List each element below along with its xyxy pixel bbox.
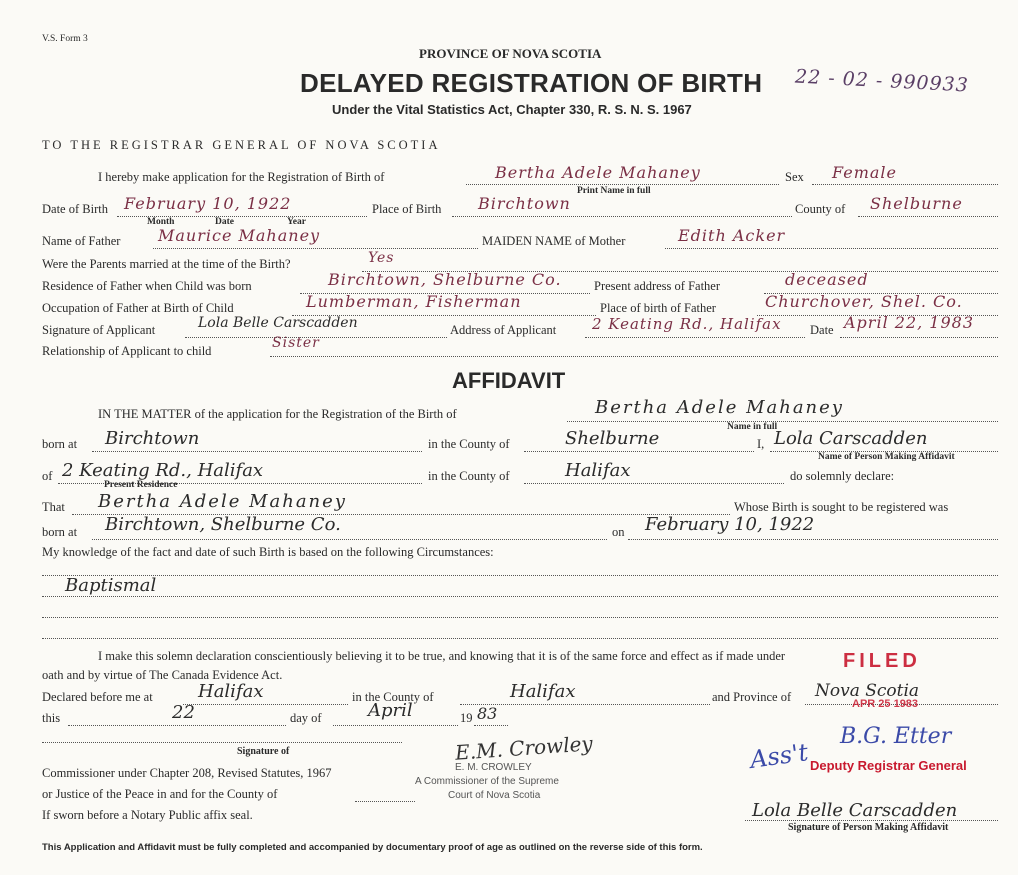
signature-label: Signature of Applicant	[42, 323, 156, 337]
affiant-signature-line	[745, 820, 998, 821]
father-birthplace-value[interactable]: Churchover, Shel. Co.	[765, 292, 963, 311]
residence-label: Residence of Father when Child was born	[42, 279, 252, 293]
pob-value[interactable]: Birchtown	[478, 194, 571, 213]
affiant-signature-caption: Signature of Person Making Affidavit	[788, 822, 949, 833]
addressee: TO THE REGISTRAR GENERAL OF NOVA SCOTIA	[42, 138, 441, 152]
province-heading: PROVINCE OF NOVA SCOTIA	[419, 46, 602, 61]
month-line	[333, 725, 458, 726]
affiant-name[interactable]: Lola Carscadden	[774, 428, 928, 449]
year-caption: Year	[287, 217, 306, 227]
county-label-3: in the County of	[352, 690, 434, 704]
commissioner-signature: E.M. Crowley	[454, 731, 594, 765]
county-line-1	[524, 451, 754, 452]
date-caption: Date	[215, 217, 234, 227]
circumstances-line-1	[42, 575, 998, 576]
county-value[interactable]: Shelburne	[870, 194, 963, 213]
father-value[interactable]: Maurice Mahaney	[158, 226, 321, 245]
sex-value[interactable]: Female	[832, 163, 897, 182]
declaration-line-2: oath and by virtue of The Canada Evidence Act.	[42, 668, 283, 682]
year-value[interactable]: 83	[477, 704, 498, 723]
applicant-address-value[interactable]: 2 Keating Rd., Halifax	[592, 315, 782, 333]
commissioner-stamp-title1: A Commissioner of the Supreme	[415, 776, 559, 787]
year-prefix: 19	[460, 711, 473, 725]
commissioner-sig-line	[42, 742, 402, 743]
father-label: Name of Father	[42, 234, 121, 248]
commissioner-stamp-title2: Court of Nova Scotia	[448, 790, 541, 801]
dob-value[interactable]: February 10, 1922	[124, 194, 292, 213]
justice-line	[355, 801, 415, 802]
present-address-label: Present address of Father	[594, 279, 721, 293]
date-value[interactable]: April 22, 1983	[844, 313, 975, 332]
filed-stamp: FILED	[843, 650, 921, 672]
affidavit-child-name[interactable]: Bertha Adele Mahaney	[595, 397, 844, 418]
born-at-value[interactable]: Birchtown	[105, 428, 200, 449]
form-title: DELAYED REGISTRATION OF BIRTH	[300, 68, 763, 98]
dob-label: Date of Birth	[42, 202, 108, 216]
filed-date-stamp: APR 25 1983	[852, 698, 919, 710]
province-value[interactable]: Nova Scotia	[815, 681, 920, 701]
applicant-address-label: Address of Applicant	[450, 323, 557, 337]
knowledge-label: My knowledge of the fact and date of such Birth is based on the following Circumstances:	[42, 545, 494, 559]
relationship-line	[270, 356, 998, 357]
affiant-caption: Name of Person Making Affidavit	[818, 452, 955, 462]
date-line	[840, 337, 998, 338]
sex-label: Sex	[785, 170, 804, 184]
that-name[interactable]: Bertha Adele Mahaney	[98, 491, 347, 512]
day-of-label: day of	[290, 711, 322, 725]
whose-label: Whose Birth is sought to be registered was	[734, 500, 949, 514]
date-label: Date	[810, 323, 834, 337]
this-label: this	[42, 711, 61, 725]
father-line	[153, 248, 478, 249]
declaration-line-1: I make this solemn declaration conscientiously believing it to be true, and knowing that it is of the same force and effect as if made under	[98, 649, 786, 663]
affiant-residence[interactable]: 2 Keating Rd., Halifax	[62, 460, 264, 481]
county-value-1[interactable]: Shelburne	[565, 428, 660, 449]
applicant-signature: Lola Belle Carscadden	[198, 315, 358, 331]
form-subtitle: Under the Vital Statistics Act, Chapter 330, R. S. N. S. 1967	[332, 102, 692, 117]
child-name-line	[466, 184, 779, 185]
circumstances-line-4	[42, 638, 998, 639]
county-label-1: in the County of	[428, 437, 510, 451]
intro-label: I hereby make application for the Registration of Birth of	[98, 170, 385, 184]
residence-caption: Present Residence	[104, 480, 178, 490]
county-value-2[interactable]: Halifax	[565, 460, 631, 481]
born-at-label-2: born at	[42, 525, 78, 539]
county-line	[858, 216, 998, 217]
matter-label: IN THE MATTER of the application for the Registration of the Birth of	[98, 407, 457, 421]
father-birthplace-label: Place of birth of Father	[600, 301, 716, 315]
married-value[interactable]: Yes	[368, 250, 395, 266]
present-address-value[interactable]: deceased	[785, 270, 869, 289]
affidavit-heading: AFFIDAVIT	[452, 368, 566, 393]
circumstances-value[interactable]: Baptismal	[65, 575, 157, 596]
married-label: Were the Parents married at the time of the Birth?	[42, 257, 291, 271]
county-label-2: in the County of	[428, 469, 510, 483]
on-line	[628, 539, 998, 540]
sex-line	[812, 184, 998, 185]
circumstances-line-3	[42, 617, 998, 618]
notary-label: If sworn before a Notary Public affix seal.	[42, 808, 253, 822]
mother-value[interactable]: Edith Acker	[678, 226, 786, 245]
born-at-line	[92, 451, 422, 452]
that-label: That	[42, 500, 65, 514]
day-line	[68, 725, 286, 726]
of-label: of	[42, 469, 53, 483]
name-in-full-caption: Name in full	[727, 422, 778, 432]
circumstances-line-2	[42, 596, 998, 597]
declared-label: Declared before me at	[42, 690, 153, 704]
occupation-value[interactable]: Lumberman, Fisherman	[306, 292, 522, 311]
commissioner-label: Commissioner under Chapter 208, Revised Statutes, 1967	[42, 766, 332, 780]
declared-at-value[interactable]: Halifax	[198, 681, 264, 702]
born-on-value[interactable]: February 10, 1922	[645, 514, 815, 535]
residence-value[interactable]: Birchtown, Shelburne Co.	[328, 270, 562, 289]
county-label: County of	[795, 202, 846, 216]
affiant-signature: Lola Belle Carscadden	[752, 800, 958, 821]
form-code: V.S. Form 3	[42, 34, 88, 44]
deputy-signature: B.G. Etter	[840, 724, 952, 749]
occupation-label: Occupation of Father at Birth of Child	[42, 301, 234, 315]
province-label: and Province of	[712, 690, 792, 704]
relationship-label: Relationship of Applicant to child	[42, 344, 212, 358]
mother-line	[665, 248, 998, 249]
born-at-label: born at	[42, 437, 78, 451]
relationship-value[interactable]: Sister	[272, 335, 320, 351]
applicant-address-line	[585, 337, 805, 338]
mother-label: MAIDEN NAME of Mother	[482, 234, 626, 248]
footer-note: This Application and Affidavit must be fully completed and accompanied by documentary proof of age as outlined on the reverse side of this form.	[42, 842, 703, 853]
i-label: I,	[757, 437, 765, 451]
county-line-2	[524, 483, 784, 484]
justice-label: or Justice of the Peace in and for the County of	[42, 787, 278, 801]
county-line-3	[460, 704, 710, 705]
commissioner-stamp-name: E. M. CROWLEY	[455, 762, 532, 773]
deputy-registrar-stamp: Deputy Registrar General	[810, 758, 967, 773]
born-at-value-2[interactable]: Birchtown, Shelburne Co.	[105, 514, 341, 535]
signature-of-label: Signature of	[237, 746, 290, 757]
born-at-line-2	[92, 539, 607, 540]
asst-prefix: Ass't	[748, 738, 810, 774]
on-label: on	[612, 525, 625, 539]
declare-label: do solemnly declare:	[790, 469, 895, 483]
print-name-caption: Print Name in full	[577, 186, 651, 196]
declared-line	[183, 704, 348, 705]
county-value-3[interactable]: Halifax	[510, 681, 576, 702]
affidavit-name-line	[567, 421, 998, 422]
pob-label: Place of Birth	[372, 202, 442, 216]
registration-number: 22 - 02 - 990933	[794, 65, 970, 97]
month-caption: Month	[147, 217, 175, 227]
pob-line	[452, 216, 792, 217]
child-name-value[interactable]: Bertha Adele Mahaney	[495, 163, 701, 182]
year-line	[474, 725, 508, 726]
day-value[interactable]: 22	[172, 702, 195, 723]
month-value[interactable]: April	[368, 700, 413, 721]
